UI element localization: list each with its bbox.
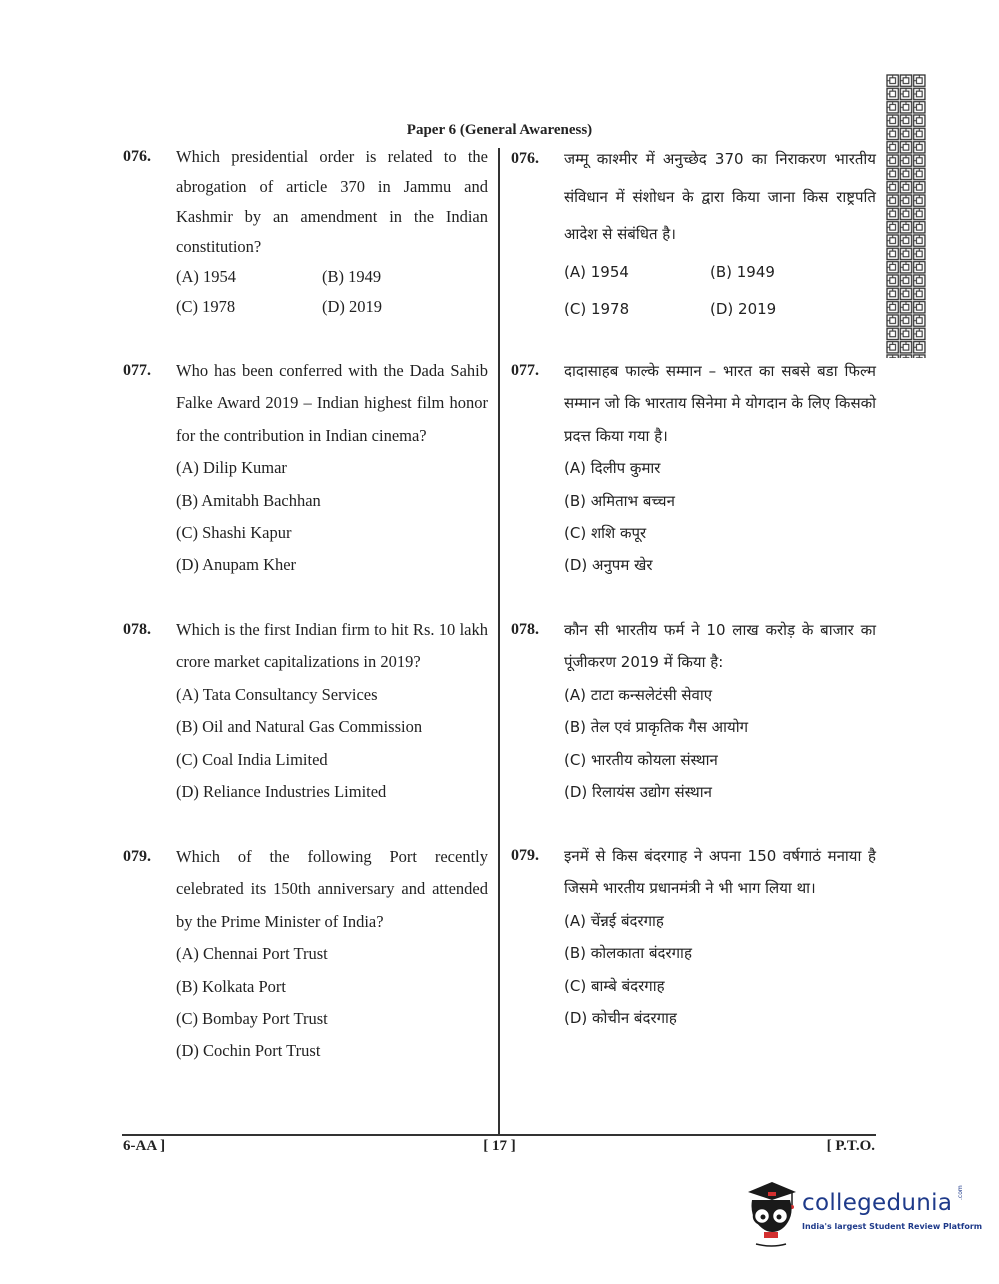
question-078-english [123, 614, 488, 808]
question-text: इनमें से किस बंदरगाह ने अपना 150 वर्षगाठं मनाया है जिसमे भारतीय प्रधानमंत्री ने भी भाग लिया था। [564, 847, 876, 898]
question-077-hindi [511, 355, 876, 582]
option-c: (C) बाम्बे बंदरगाह [564, 976, 665, 995]
option-c: (C) Coal India Limited [176, 749, 328, 769]
footer-rule [122, 1134, 876, 1136]
column-divider [498, 148, 500, 1134]
page-title: Paper 6 (General Awareness) [406, 122, 593, 138]
question-number: 076. [123, 148, 151, 165]
question-number: 079. [123, 848, 151, 865]
mascot-icon [742, 1178, 800, 1248]
option-d: (D) Anupam Kher [176, 555, 297, 575]
option-d: (D) Cochin Port Trust [176, 1041, 321, 1061]
question-077-english [123, 355, 488, 582]
option-b: (B) तेल एवं प्राकृतिक गैस आयोग [564, 718, 749, 737]
option-a: (A) 1954 [176, 267, 237, 286]
decorative-border-pattern [886, 74, 926, 358]
option-a: (A) Tata Consultancy Services [176, 684, 378, 704]
option-c: (C) शशि कपूर [564, 524, 647, 543]
option-c: (C) 1978 [176, 297, 236, 316]
option-a: (A) दिलीप कुमार [564, 459, 661, 478]
option-c: (C) भारतीय कोयला संस्थान [564, 750, 718, 769]
option-d: (D) रिलायंस उद्योग संस्थान [564, 783, 712, 802]
option-b: (B) Kolkata Port [176, 976, 286, 996]
option-b: (B) 1949 [710, 262, 775, 281]
option-b: (B) 1949 [322, 267, 382, 286]
question-076-hindi [511, 141, 876, 329]
brand-dotcom: .com [957, 1185, 964, 1200]
question-number: 078. [123, 621, 151, 638]
option-a: (A) चेंन्नई बंदरगाह [564, 911, 664, 930]
options [564, 905, 876, 1035]
option-a: (A) 1954 [564, 262, 629, 281]
options [564, 254, 876, 329]
question-number: 078. [511, 621, 539, 638]
question-text: जम्मू काश्मीर में अनुच्छेद 370 का निराकरण भारतीय संविधान में संशोधन के द्वारा किया जाना किस राष्ट्रपति आदेश से संबंधित है। [564, 150, 876, 243]
option-c: (C) Bombay Port Trust [176, 1009, 328, 1029]
question-text: दादासाहब फाल्के सम्मान – भारत का सबसे बडा फिल्म सम्मान जो कि भारताय सिनेमा मे योगदान के लिए किसको प्रदत्त किया गया है। [564, 362, 876, 445]
brand-name: collegedunia [802, 1190, 953, 1216]
question-text: कौन सी भारतीय फर्म ने 10 लाख करोड़ के बाजार का पूंजीकरण 2019 में किया है: [564, 621, 876, 672]
question-number: 077. [123, 362, 151, 379]
options [176, 938, 488, 1068]
question-076-english [123, 142, 488, 322]
question-text: Who has been conferred with the Dada Sahib Falke Award 2019 – Indian highest film honor for the contribution in Indian cinema? [176, 361, 488, 445]
collegedunia-logo [742, 1178, 983, 1248]
question-079-english [123, 841, 488, 1068]
question-number: 079. [511, 847, 539, 864]
option-b: (B) Amitabh Bachhan [176, 490, 321, 510]
options [176, 679, 488, 809]
option-d: (D) Reliance Industries Limited [176, 782, 387, 802]
option-d: (D) 2019 [710, 300, 777, 318]
option-c: (C) 1978 [564, 300, 630, 318]
option-b: (B) कोलकाता बंदरगाह [564, 944, 692, 963]
pto-label: [ P.T.O. [826, 1138, 875, 1154]
question-text: Which presidential order is related to the abrogation of article 370 in Jammu and Kashmir by an amendment in the Indian constitution? [176, 147, 488, 256]
question-text: Which of the following Port recently celebrated its 150th anniversary and attended by the Prime Minister of India? [176, 847, 488, 931]
question-text: Which is the first Indian firm to hit Rs. 10 lakh crore market capitalizations in 2019? [176, 620, 488, 672]
page-number: [ 17 ] [483, 1138, 516, 1154]
brand-tagline: India's largest Student Review Platform [802, 1222, 983, 1231]
options [564, 452, 876, 582]
option-a: (A) Dilip Kumar [176, 458, 287, 478]
option-b: (B) Oil and Natural Gas Commission [176, 717, 423, 737]
option-c: (C) Shashi Kapur [176, 523, 292, 543]
option-d: (D) 2019 [322, 297, 383, 316]
option-d: (D) कोचीन बंदरगाह [564, 1009, 677, 1028]
option-d: (D) अनुपम खेर [564, 556, 653, 575]
question-078-hindi [511, 614, 876, 808]
option-b: (B) अमिताभ बच्चन [564, 491, 675, 510]
option-a: (A) Chennai Port Trust [176, 944, 328, 964]
question-number: 076. [511, 150, 539, 167]
options [176, 262, 488, 322]
options [564, 679, 876, 809]
question-number: 077. [511, 362, 539, 379]
options [176, 452, 488, 582]
option-a: (A) टाटा कन्सलेटंसी सेवाए [564, 685, 713, 704]
question-079-hindi [511, 840, 876, 1034]
footer-paper-code: 6-AA ] [123, 1138, 166, 1154]
